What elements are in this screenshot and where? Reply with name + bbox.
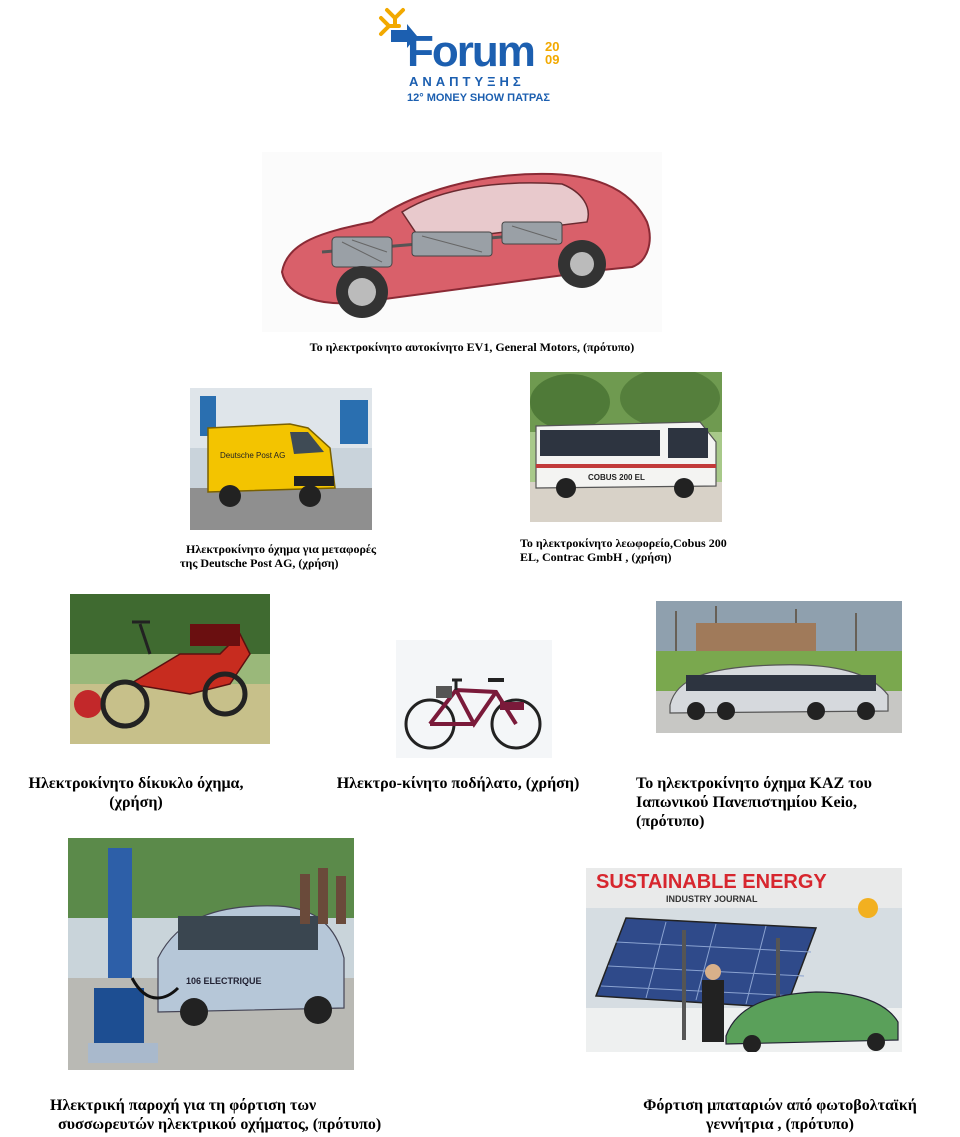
cobus-bus-image	[530, 372, 722, 522]
forum-logo	[377, 4, 573, 108]
logo-year-top: 20	[545, 39, 560, 54]
post-van-image	[190, 388, 372, 530]
bicycle-caption: Ηλεκτρο-κίνητο ποδήλατο, (χρήση)	[336, 775, 580, 792]
van-side-text: Deutsche Post AG	[220, 451, 286, 460]
bicycle-photo	[396, 640, 552, 758]
ev1-car-image	[262, 152, 662, 332]
kaz-caption-line3: (πρότυπο)	[636, 813, 705, 831]
kaz-caption	[636, 774, 956, 832]
logo-event: 12° MONEY SHOW ΠΑΤΡΑΣ	[407, 92, 550, 104]
cobus-bus-photo	[530, 372, 722, 522]
bus-side-text: COBUS 200 EL	[588, 473, 645, 482]
ev1-caption: Το ηλεκτροκίνητο αυτοκίνητο EV1, General Motors, (πρότυπο)	[309, 340, 635, 354]
scooter-image	[70, 594, 270, 744]
kaz-vehicle-image	[656, 601, 902, 733]
solar-magazine-image	[586, 868, 902, 1052]
logo-year	[545, 40, 559, 66]
post-van-caption-line1: Ηλεκτροκίνητο όχημα για μεταφορές	[186, 542, 377, 556]
ev1-cutaway-illustration	[262, 152, 662, 332]
car-side-text: 106 ELECTRIQUE	[186, 976, 262, 986]
kaz-caption-line1: Το ηλεκτροκίνητο όχημα KAZ του	[636, 775, 872, 792]
scooter-caption	[0, 774, 272, 812]
solar-magazine-cover	[586, 868, 902, 1052]
logo-brand: Forum	[407, 27, 534, 76]
bus-caption-line2: EL, Contrac GmbH , (χρήση)	[520, 550, 672, 565]
solar-caption	[600, 1096, 960, 1134]
solar-caption-line1: Φόρτιση μπαταριών από φωτοβολταϊκή	[643, 1097, 917, 1114]
bicycle-image	[396, 640, 552, 758]
scooter-caption-line1: Ηλεκτροκίνητο δίκυκλο όχημα,	[28, 775, 244, 792]
post-van-caption-line2: της Deutsche Post AG, (χρήση)	[180, 556, 339, 571]
kaz-vehicle-photo	[656, 601, 902, 733]
charging-caption	[50, 1096, 470, 1134]
scooter-caption-line2: (χρήση)	[109, 794, 163, 812]
logo-year-bottom: 09	[545, 52, 560, 67]
charging-caption-line2: συσσωρευτών ηλεκτρικού οχήματος, (πρότυπο)	[58, 1116, 382, 1134]
charging-caption-line1: Ηλεκτρική παροχή για τη φόρτιση των	[50, 1097, 317, 1114]
magazine-title: SUSTAINABLE ENERGY	[596, 871, 827, 893]
logo-subtitle: ΑΝΑΠΤΥΞΗΣ	[409, 74, 525, 89]
magazine-subtitle: INDUSTRY JOURNAL	[666, 894, 758, 904]
solar-caption-line2: γεννήτρια , (πρότυπο)	[706, 1116, 854, 1134]
scooter-photo	[70, 594, 270, 744]
kaz-caption-line2: Ιαπωνικού Πανεπιστημίου Keio,	[636, 794, 858, 812]
bus-caption-line1: Το ηλεκτροκίνητο λεωφορείο,Cobus 200	[520, 536, 727, 550]
post-van-caption	[180, 542, 420, 571]
charging-station-photo	[68, 838, 354, 1070]
bus-caption	[520, 536, 780, 565]
post-van-photo	[190, 388, 372, 530]
charging-station-image	[68, 838, 354, 1070]
